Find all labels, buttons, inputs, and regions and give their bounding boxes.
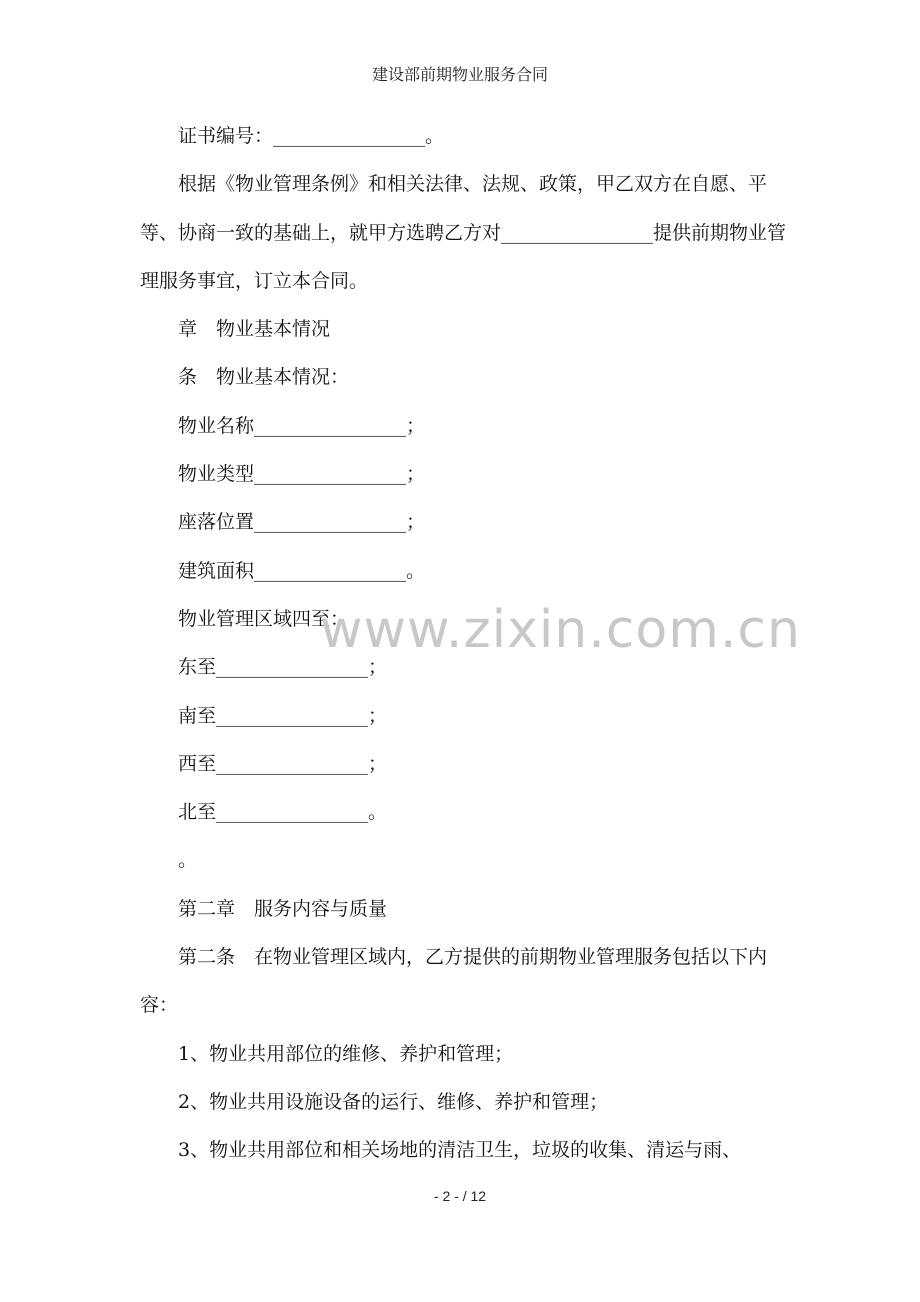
paragraph: 物业名称________________；	[178, 414, 426, 437]
paragraph: 第二章 服务内容与质量	[178, 897, 388, 920]
paragraph: 北至________________。	[178, 801, 388, 824]
paragraph: 南至________________；	[178, 704, 388, 727]
paragraph: 条 物业基本情况：	[178, 366, 350, 389]
paragraph: 证书编号：________________。	[178, 125, 445, 147]
paragraph: 物业类型________________；	[178, 463, 426, 486]
paragraph: 根据《物业管理条例》和相关法律、法规、政策，甲乙双方在自愿、平等、协商一致的基础上，就甲方选聘乙方对________________提供前期物业管理服务事宜，订立本合同。	[140, 173, 787, 292]
paragraph: 座落位置________________；	[178, 511, 426, 534]
paragraph: 章 物业基本情况	[178, 318, 331, 341]
paragraph: 。	[178, 849, 198, 872]
page-number: - 2 - / 12	[433, 1188, 487, 1204]
paragraph: 第二条 在物业管理区域内，乙方提供的前期物业管理服务包括以下内容：	[140, 946, 768, 1017]
paragraph: 3、物业共用部位和相关场地的清洁卫生，垃圾的收集、清运与雨、	[178, 1139, 742, 1162]
paragraph: 1、物业共用部位的维修、养护和管理；	[178, 1042, 514, 1065]
paragraph: 建筑面积________________。	[178, 559, 426, 582]
paragraph: 东至________________；	[178, 656, 388, 679]
document-body	[140, 112, 800, 1175]
paragraph: 2、物业共用设施设备的运行、维修、养护和管理；	[178, 1090, 609, 1113]
paragraph: 物业管理区域四至：	[178, 607, 350, 630]
watermark: www.zixin.com.cn	[320, 600, 801, 660]
paragraph: 西至________________；	[178, 752, 388, 775]
page-header-title: 建设部前期物业服务合同	[371, 65, 548, 84]
